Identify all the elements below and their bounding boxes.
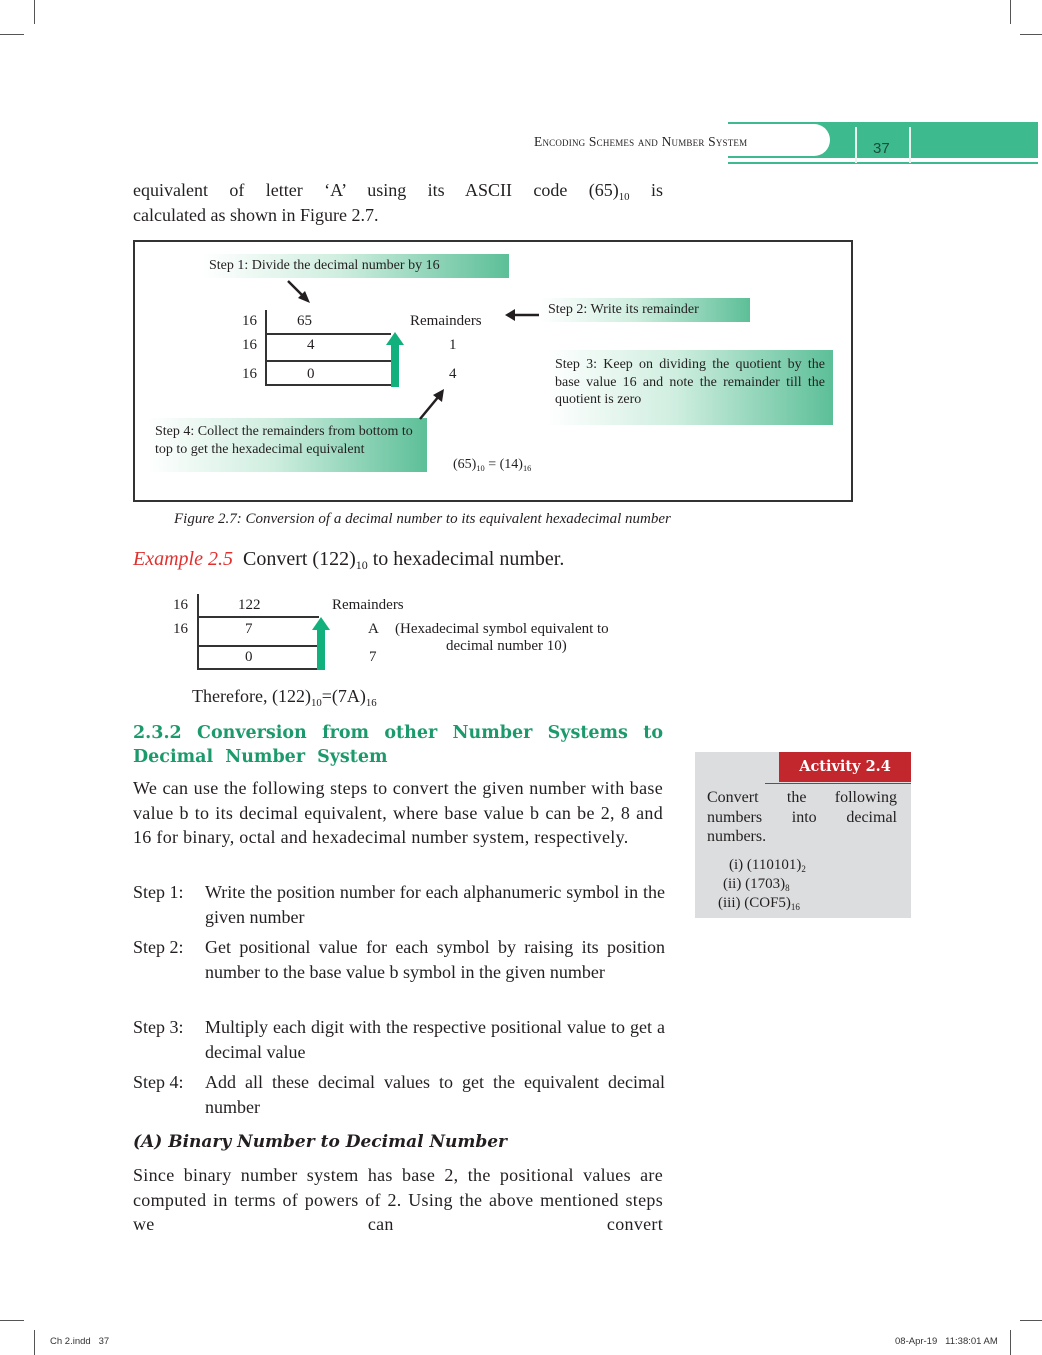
divisor: 16	[242, 313, 257, 329]
crop-mark	[34, 1330, 35, 1355]
figure-caption: Figure 2.7: Conversion of a decimal number to its equivalent hexadecimal number	[174, 511, 671, 527]
divisor: 16	[242, 366, 257, 382]
remainder: 1	[449, 337, 457, 353]
activity-item: (ii) $(1703)_8$	[723, 876, 790, 894]
divisor: 16	[242, 337, 257, 353]
figure-result: $(65)_{10} = (14)_{16}$	[453, 457, 532, 473]
section-heading: 2.3.2 Conversion from other Number Systems to Decimal Number System	[133, 723, 663, 767]
example-result: Therefore, $(122)_{10}=(7A)_{16}$	[192, 686, 377, 709]
step3-callout: Step 3: Keep on dividing the quotient by the base value 16 and note the remainder till the quotient is zero	[547, 350, 833, 425]
quotient: 65	[297, 313, 312, 329]
running-title: Encoding Schemes and Number System	[534, 134, 748, 149]
ladder-rule	[265, 333, 391, 335]
remainder: 7	[369, 649, 377, 665]
crop-mark	[1010, 1330, 1011, 1355]
activity-title: Activity 2.4	[779, 752, 911, 782]
activity-item: (i) $(110101)_2$	[729, 857, 806, 875]
step-item: Step 1: Write the position number for each alphanumeric symbol in the given number	[133, 882, 665, 927]
header-underline	[728, 162, 1038, 164]
quotient: 0	[307, 366, 315, 382]
header-divider	[909, 127, 911, 163]
activity-text: Convert the following numbers into decimal numbers.	[707, 789, 897, 845]
ladder-rule	[265, 384, 391, 386]
crop-mark	[1020, 1320, 1042, 1321]
hex-note: (Hexadecimal symbol equivalent to	[395, 621, 609, 637]
activity-rule	[765, 783, 911, 784]
step-item: Step 2: Get positional value for each symbol by raising its position number to the base value b symbol in the given number	[133, 937, 665, 982]
figure-2-7	[133, 240, 853, 502]
ladder-rule	[197, 668, 319, 670]
quotient: 122	[238, 597, 261, 613]
crop-mark	[1010, 0, 1011, 24]
step2-callout: Step 2: Write its remainder	[540, 298, 750, 322]
arrow-step4-icon	[417, 387, 447, 421]
subsection-paragraph: Since binary number system has base 2, the positional values are computed in terms of powers of 2. Using the above mentioned steps we can convert	[133, 1165, 663, 1234]
example-2-5: Example 2.5 Convert $(122)_{10}$ to hexadecimal number.	[133, 548, 565, 573]
ladder-bar	[265, 310, 267, 386]
arrow-step2-icon	[505, 308, 539, 322]
page-number: 37	[873, 140, 890, 157]
subsection-heading: (A) Binary Number to Decimal Number	[133, 1132, 508, 1152]
step4-callout: Step 4: Collect the remainders from bottom to top to get the hexadecimal equivalent	[147, 418, 427, 472]
crop-mark	[0, 34, 24, 35]
quotient: 0	[245, 649, 253, 665]
crop-mark	[0, 1320, 24, 1321]
footer-file: Ch 2.indd 37	[50, 1336, 110, 1347]
ladder-rule	[197, 616, 319, 618]
up-arrow-shaft	[317, 628, 325, 670]
section-intro: We can use the following steps to convert the given number with base value b to its decimal equivalent, where base value b can be 2, 8 and 16 for binary, octal and hexadecimal number system, respectively.	[133, 778, 663, 847]
up-arrow-shaft	[391, 344, 399, 387]
quotient: 7	[245, 621, 253, 637]
activity-item: (iii) $(COF5)_{16}$	[718, 895, 800, 913]
quotient: 4	[307, 337, 315, 353]
ladder-rule	[197, 645, 319, 647]
footer-timestamp: 08-Apr-19 11:38:01 AM	[895, 1336, 998, 1347]
arrow-step1-icon	[285, 278, 315, 308]
divisor: 16	[173, 621, 188, 637]
divisor: 16	[173, 597, 188, 613]
ladder-rule	[265, 360, 391, 362]
remainder: A	[368, 621, 379, 637]
intro-paragraph: equivalent of letter ‘A’ using its ASCII code $(65)_{10}$ is calculated as shown in Figure 2.7.	[133, 180, 663, 225]
remainders-header: Remainders	[410, 313, 482, 329]
remainders-header: Remainders	[332, 597, 404, 613]
hex-note: decimal number 10)	[446, 638, 567, 654]
crop-mark	[1020, 34, 1042, 35]
header-divider	[855, 127, 857, 163]
example-label: Example 2.5	[133, 548, 233, 570]
ladder-bar	[197, 594, 199, 670]
remainder: 4	[449, 366, 457, 382]
activity-box	[695, 752, 911, 918]
step-item: Step 3: Multiply each digit with the respective positional value to get a decimal value	[133, 1017, 665, 1062]
step-item: Step 4: Add all these decimal values to get the equivalent decimal number	[133, 1072, 665, 1117]
step1-callout: Step 1: Divide the decimal number by 16	[201, 254, 509, 278]
crop-mark	[34, 0, 35, 24]
